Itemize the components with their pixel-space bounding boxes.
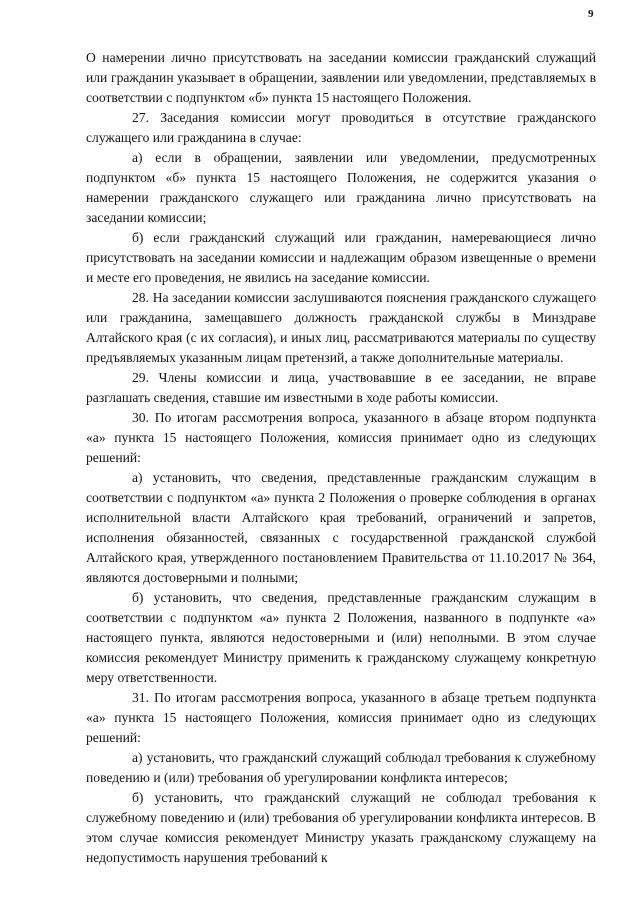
paragraph-27-a: а) если в обращении, заявлении или уведомлении, предусмотренных подпунктом «б» пункта 15 настоящего Положения, не содержится указания о намерении гражданского служащего или гражданина лично присутствовать на заседании комиссии;: [86, 150, 596, 225]
paragraph-29: 29. Члены комиссии и лица, участвовавшие в ее заседании, не вправе разглашать сведения, ставшие им известными в ходе работы комиссии.: [86, 370, 596, 405]
paragraph-31: 31. По итогам рассмотрения вопроса, указанного в абзаце третьем подпункта «а» пункта 15 настоящего Положения, комиссия принимает одно из следующих решений:: [86, 690, 596, 745]
paragraph-30-a: а) установить, что сведения, представленные гражданским служащим в соответствии с подпунктом «а» пункта 2 Положения о проверке соблюдения в органах исполнительной власти Алтайского края требований, ограничений и запретов, исполнения обязанностей, связанных с государственной гражданской службой Алтайского края, утвержденного постановлением Правительства от 11.10.2017 № 364, являются достоверными и полными;: [86, 470, 596, 585]
paragraph-27: 27. Заседания комиссии могут проводиться в отсутствие гражданского служащего или гражданина в случае:: [86, 110, 596, 145]
paragraph-30-b: б) установить, что сведения, представленные гражданским служащим в соответствии с подпунктом «а» пункта 2 Положения, названного в подпункте «а» настоящего пункта, являются недостоверными и (или) неполными. В этом случае комиссия рекомендует Министру применить к гражданскому служащему конкретную меру ответственности.: [86, 590, 596, 685]
paragraph-31-b: б) установить, что гражданский служащий не соблюдал требования к служебному поведению и (или) требования об урегулировании конфликта интересов. В этом случае комиссия рекомендует Министру указать гражданскому служащему на недопустимость нарушения требований к: [86, 790, 596, 865]
paragraph-intro: О намерении лично присутствовать на заседании комиссии гражданский служащий или гражданин указывает в обращении, заявлении или уведомлении, представляемых в соответствии с подпунктом «б» пункта 15 настоящего Положения.: [86, 50, 596, 105]
page-number: 9: [588, 8, 594, 20]
document-body: [86, 48, 596, 868]
paragraph-30: 30. По итогам рассмотрения вопроса, указанного в абзаце втором подпункта «а» пункта 15 настоящего Положения, комиссия принимает одно из следующих решений:: [86, 410, 596, 465]
paragraph-27-b: б) если гражданский служащий или гражданин, намеревающиеся лично присутствовать на заседании комиссии и надлежащим образом извещенные о времени и месте его проведения, не явились на заседание комиссии.: [86, 230, 596, 285]
paragraph-31-a: а) установить, что гражданский служащий соблюдал требования к служебному поведению и (или) требования об урегулировании конфликта интересов;: [86, 750, 596, 785]
paragraph-28: 28. На заседании комиссии заслушиваются пояснения гражданского служащего или гражданина, замещавшего должность гражданской службы в Минздраве Алтайского края (с их согласия), и иных лиц, рассматриваются материалы по существу предъявляемых указанным лицам претензий, а также дополнительные материалы.: [86, 290, 596, 365]
